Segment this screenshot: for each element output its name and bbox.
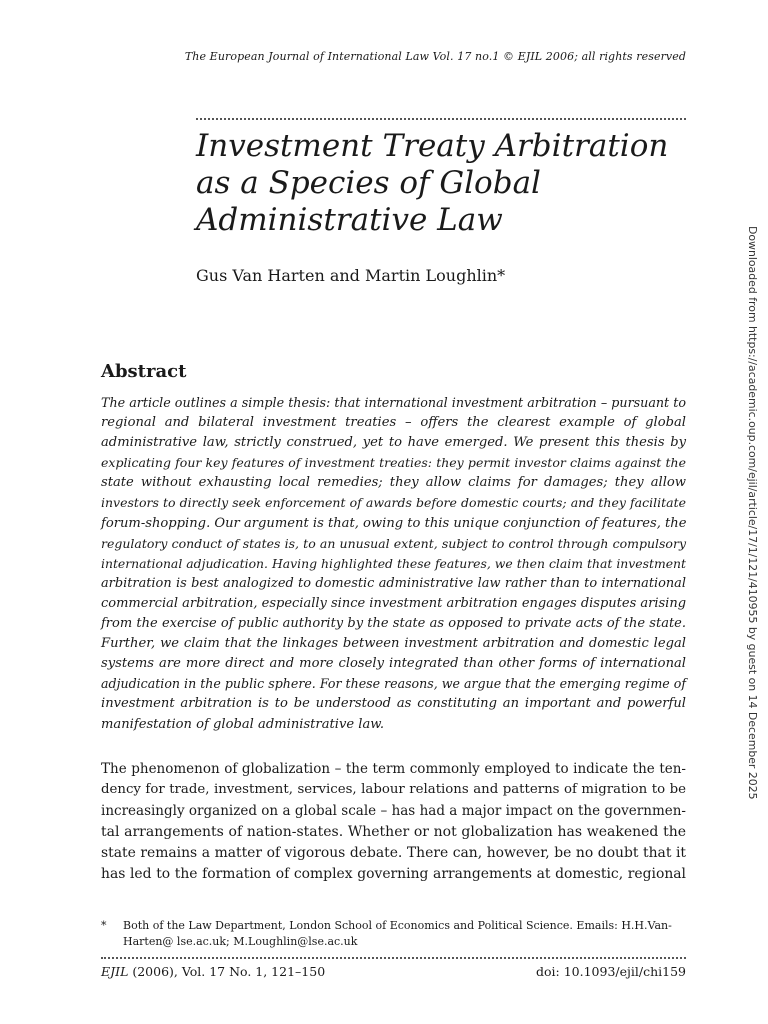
download-watermark [746, 226, 766, 801]
body-line: dency for trade, investment, services, labour relations and patterns of migration to be [101, 781, 686, 797]
abstract-line: from the exercise of public authority by the state as opposed to private acts of the state. [101, 616, 686, 632]
footnote [101, 918, 686, 950]
footnote-text: Both of the Law Department, London School of Economics and Political Science. Emails: H.H.Van-Harten@ lse.ac.uk; M.Loughlin@lse.ac.uk [123, 919, 672, 948]
abstract-line: administrative law, strictly construed, yet to have emerged. We present this thesis by [101, 435, 686, 451]
body-line: state remains a matter of vigorous debate. There can, however, be no doubt that it [101, 844, 686, 861]
abstract-line: The article outlines a simple thesis: that international investment arbitration – pursuant to [101, 395, 686, 410]
article-authors: Gus Van Harten and Martin Loughlin* [196, 266, 506, 285]
footer-rule [101, 957, 686, 959]
download-notice: Downloaded from https://academic.oup.com/ejil/article/17/1/121/410955 by guest on 14 December 2025 [746, 226, 759, 800]
abstract-line: systems are more direct and more closely integrated than other forms of international [101, 656, 686, 672]
running-head: The European Journal of International Law Vol. 17 no.1 © EJIL 2006; all rights reserved [184, 50, 686, 63]
abstract-line: explicating four key features of investment treaties: they permit investor claims against the [101, 455, 686, 471]
body-line: tal arrangements of nation-states. Whether or not globalization has weakened the [101, 823, 686, 840]
abstract-line: arbitration is best analogized to domestic administrative law rather than to international [101, 575, 686, 591]
abstract-line: regional and bilateral investment treaties – offers the clearest example of global [101, 415, 686, 431]
abstract-line: state without exhausting local remedies; they allow claims for damages; they allow [101, 475, 686, 491]
abstract-line: international adjudication. Having highlighted these features, we then claim that investment [101, 555, 686, 571]
abstract-text [101, 393, 686, 735]
abstract-line: regulatory conduct of states is, to an unusual extent, subject to control through compulsory [101, 535, 686, 551]
footer-volume: (2006), Vol. 17 No. 1, 121–150 [128, 964, 326, 979]
abstract-line: adjudication in the public sphere. For these reasons, we argue that the emerging regime of [101, 676, 686, 692]
abstract-line: Further, we claim that the linkages between investment arbitration and domestic legal [101, 636, 686, 652]
footer-doi: doi: 10.1093/ejil/chi159 [536, 964, 686, 979]
abstract-line: commercial arbitration, especially since investment arbitration engages disputes arising [101, 595, 687, 611]
body-line: has led to the formation of complex governing arrangements at domestic, regional [101, 865, 686, 882]
body-line: increasingly organized on a global scale – has had a major impact on the governmen- [101, 802, 686, 819]
abstract-line: investors to directly seek enforcement of awards before domestic courts; and they facilitate [101, 495, 686, 511]
body-paragraph [101, 759, 686, 884]
abstract-line: manifestation of global administrative law. [101, 716, 385, 732]
abstract-line: investment arbitration is to be understood as constituting an important and powerful [101, 696, 686, 712]
title-line: as a Species of Global [196, 165, 541, 201]
abstract-heading: Abstract [101, 361, 187, 382]
title-line: Investment Treaty Arbitration [196, 128, 669, 164]
footnote-mark: * [101, 919, 107, 932]
title-top-rule [196, 118, 686, 120]
footer-journal: EJIL [101, 964, 129, 979]
footer-citation [101, 964, 325, 979]
title-line: Administrative Law [196, 202, 503, 238]
article-title [196, 128, 696, 239]
page-footer [101, 964, 686, 979]
body-line: The phenomenon of globalization – the term commonly employed to indicate the ten- [101, 761, 686, 777]
abstract-line: forum-shopping. Our argument is that, owing to this unique conjunction of features, the [101, 515, 687, 531]
